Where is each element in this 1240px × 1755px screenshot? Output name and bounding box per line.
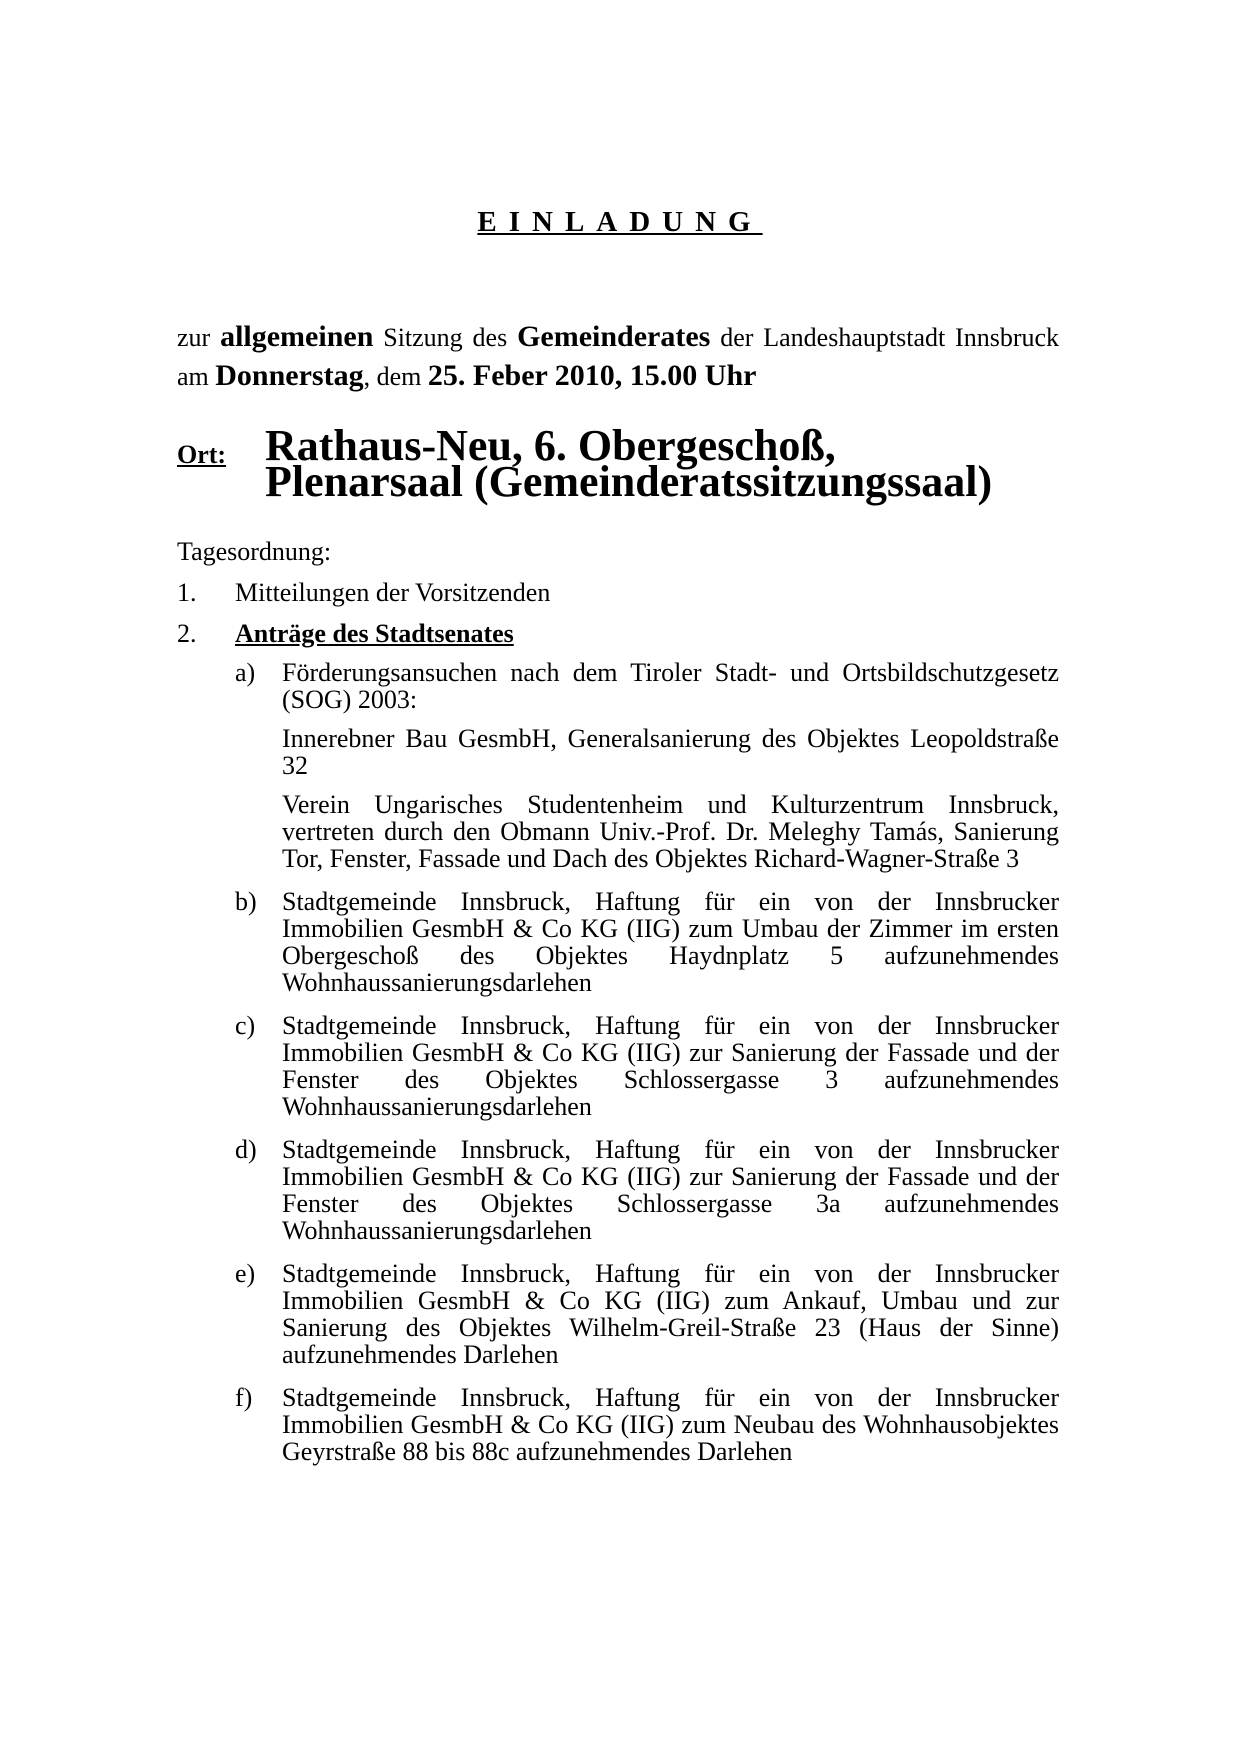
agenda-item <box>177 579 1059 606</box>
location-label: Ort: <box>177 440 227 469</box>
intro-emphasis: Gemeinderates <box>517 320 711 353</box>
subitem-text: Stadtgemeinde Innsbruck, Haftung für ein von der Innsbrucker Immobilien GesmbH & Co KG (IIG) zur Sanierung der Fassade und der Fenster des Objektes Schlossergasse 3a aufzunehmendes Wohnhaussanierungsdarlehen <box>282 1135 1059 1245</box>
intro-text: zur <box>177 323 211 352</box>
agenda-item-number: 2. <box>177 619 197 648</box>
agenda-subitem <box>235 1384 1059 1465</box>
subitem-letter: d) <box>235 1135 257 1164</box>
agenda-item-label: Mitteilungen der Vorsitzenden <box>235 578 551 607</box>
subitem-body <box>282 659 1059 872</box>
document-title: EINLADUNG <box>477 206 763 238</box>
intro-text: der Landeshauptstadt Innsbruck am <box>177 323 1060 391</box>
location-line: Plenarsaal (Gemeinderatssitzungssaal) <box>265 457 993 506</box>
subitem-text: Stadtgemeinde Innsbruck, Haftung für ein von der Innsbrucker Immobilien GesmbH & Co KG (IIG) zum Neubau des Wohnhausobjektes Geyrstraße 88 bis 88c aufzunehmendes Darlehen <box>282 1383 1059 1466</box>
agenda-subitem <box>235 888 1059 996</box>
intro-text: , dem <box>363 362 422 391</box>
agenda-subitem <box>235 659 1059 872</box>
agenda-heading: Tagesordnung: <box>177 537 332 566</box>
location-line: Rathaus-Neu, 6. Obergeschoß, <box>265 421 836 470</box>
subitem-letter: e) <box>235 1259 256 1288</box>
subitem-letter: c) <box>235 1011 256 1040</box>
agenda-item-label: Anträge des Stadtsenates <box>235 619 514 648</box>
subitem-paragraph: Innerebner Bau GesmbH, Generalsanierung des Objektes Leopoldstraße 32 <box>282 724 1059 780</box>
subitem-paragraph: Verein Ungarisches Studentenheim und Kulturzentrum Innsbruck, vertreten durch den Obmann Univ.-Prof. Dr. Meleghy Tamás, Sanierung Tor, Fenster, Fassade und Dach des Objektes Richard-Wagner-Straße 3 <box>282 790 1059 873</box>
invitation-intro <box>177 318 1059 396</box>
subitem-letter: f) <box>235 1383 253 1412</box>
subitem-text: Stadtgemeinde Innsbruck, Haftung für ein von der Innsbrucker Immobilien GesmbH & Co KG (IIG) zur Sanierung der Fassade und der Fenster des Objektes Schlossergasse 3 aufzunehmendes Wohnhaussanierungsdarlehen <box>282 1011 1059 1121</box>
agenda-item-number: 1. <box>177 578 197 607</box>
meeting-location <box>177 421 1059 506</box>
meeting-day: Donnerstag <box>215 359 364 392</box>
intro-text: Sitzung des <box>383 323 508 352</box>
agenda <box>177 538 1059 1481</box>
subitem-text: Stadtgemeinde Innsbruck, Haftung für ein von der Innsbrucker Immobilien GesmbH & Co KG (IIG) zum Umbau der Zimmer im ersten Obergeschoß des Objektes Haydnplatz 5 aufzunehmendes Wohnhaussanierungsdarlehen <box>282 887 1059 997</box>
subitem-letter: a) <box>235 658 256 687</box>
subitem-text: Stadtgemeinde Innsbruck, Haftung für ein von der Innsbrucker Immobilien GesmbH & Co KG (IIG) zum Ankauf, Umbau und zur Sanierung des Objektes Wilhelm-Greil-Straße 23 (Haus der Sinne) aufzunehmendes Darlehen <box>282 1259 1059 1369</box>
agenda-subitem <box>235 1136 1059 1244</box>
subitem-letter: b) <box>235 887 257 916</box>
subitem-paragraph: Förderungsansuchen nach dem Tiroler Stadt- und Ortsbildschutzgesetz (SOG) 2003: <box>282 658 1059 714</box>
intro-emphasis: allgemeinen <box>220 320 374 353</box>
location-value <box>265 421 993 506</box>
agenda-item <box>177 620 1059 647</box>
agenda-subitems <box>235 659 1059 1465</box>
agenda-subitem <box>235 1260 1059 1368</box>
meeting-date-time: 25. Feber 2010, 15.00 Uhr <box>427 359 757 392</box>
agenda-subitem <box>235 1012 1059 1120</box>
